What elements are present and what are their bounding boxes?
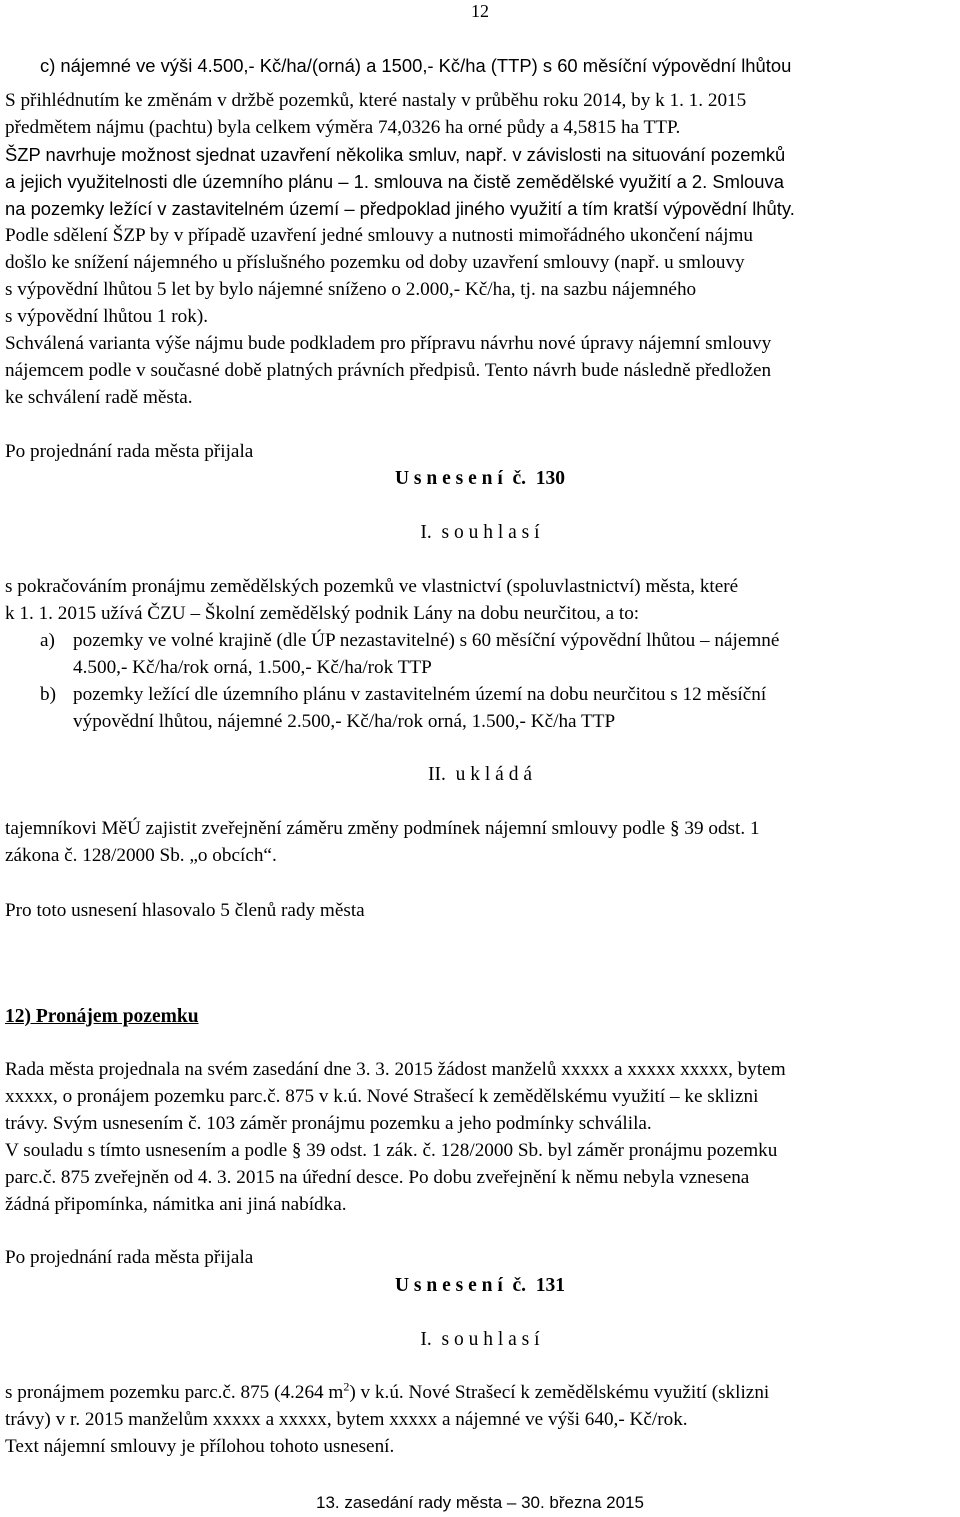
resolution-line: trávy) v r. 2015 manželům xxxxx a xxxxx, bytem xxxxx a nájemné ve výši 640,- Kč/rok. (5, 1409, 688, 1430)
list-line: pozemky ve volné krajině (dle ÚP nezastavitelné) s 60 měsíční výpovědní lhůtou – nájemné (73, 630, 780, 651)
list-item-b (5, 681, 950, 735)
intro-c-line: c) nájemné ve výši 4.500,- Kč/ha/(orná) a 1500,- Kč/ha (TTP) s 60 měsíční výpovědní lhůtou (40, 55, 792, 76)
resolution-line: k 1. 1. 2015 užívá ČZU – Školní zemědělský podnik Lány na dobu neurčitou, a to: (5, 603, 640, 624)
list-item-a (5, 627, 950, 681)
text-run: ) v k.ú. Nové Strašecí k zemědělskému využití (sklizni (349, 1382, 770, 1403)
list-label: b) (40, 684, 56, 705)
intro-line: na pozemky ležící v zastavitelném území – předpoklad jiného využití a tím kratší výpovědní lhůty. (5, 198, 795, 219)
list-line: výpovědní lhůtou, nájemné 2.500,- Kč/ha/rok orná, 1.500,- Kč/ha TTP (73, 711, 616, 732)
resolution-131-text (5, 1379, 950, 1460)
page-number: 12 (471, 1, 489, 21)
item-12-body (5, 1056, 950, 1218)
item-line: Rada města projednala na svém zasedání dne 3. 3. 2015 žádost manželů xxxxx a xxxxx xxxxx, bytem (5, 1059, 786, 1080)
list-label: a) (40, 630, 55, 651)
intro-line: ke schválení radě města. (5, 387, 193, 408)
intro-line: ŠZP navrhuje možnost sjednat uzavření několika smluv, např. v závislosti na situování pozemků (5, 144, 786, 165)
intro-line: předmětem nájmu (pachtu) byla celkem výměra 74,0326 ha orné půdy a 4,5815 ha TTP. (5, 117, 681, 138)
resolution-line: s pokračováním pronájmu zemědělských pozemků ve vlastnictví (spoluvlastnictví) města, které (5, 576, 739, 597)
item-line: parc.č. 875 zveřejněn od 4. 3. 2015 na úřední desce. Po dobu zveřejnění k němu nebyla vznesena (5, 1167, 750, 1188)
intro-line: došlo ke snížení nájemného u příslušného pozemku od doby uzavření smlouvy (např. u smlouvy (5, 252, 745, 273)
text-run: s pronájmem pozemku parc.č. 875 (4.264 m (5, 1382, 344, 1403)
intro-line: Podle sdělení ŠZP by v případě uzavření jedné smlouvy a nutnosti mimořádného ukončení nájmu (5, 225, 753, 246)
resolution-130-orders (5, 815, 950, 869)
resolution-line: zákona č. 128/2000 Sb. „o obcích“. (5, 845, 277, 866)
intro-line: nájemcem podle v současné době platných právních předpisů. Tento návrh bude následně předložen (5, 360, 772, 381)
resolution-intro: Po projednání rada města přijala (5, 1247, 254, 1268)
item-line: V souladu s tímto usnesením a podle § 39 odst. 1 zák. č. 128/2000 Sb. byl záměr pronájmu pozemku (5, 1140, 778, 1161)
section-heading-agrees: I. s o u h l a s í (420, 1329, 540, 1350)
intro-line: s výpovědní lhůtou 1 rok). (5, 306, 209, 327)
page-footer: 13. zasedání rady města – 30. března 2015 (316, 1493, 644, 1512)
vote-line: Pro toto usnesení hlasovalo 5 členů rady města (5, 900, 365, 921)
intro-line: Schválená varianta výše nájmu bude podkladem pro přípravu návrhu nové úpravy nájemní smlouvy (5, 333, 772, 354)
item-line: žádná připomínka, námitka ani jiná nabídka. (5, 1194, 347, 1215)
item-heading: 12) Pronájem pozemku (5, 1006, 199, 1027)
resolution-line: Text nájemní smlouvy je přílohou tohoto usnesení. (5, 1436, 395, 1457)
resolution-title-130: U s n e s e n í č. 130 (394, 468, 566, 489)
item-line: trávy. Svým usnesením č. 103 záměr pronájmu pozemku a jeho podmínky schválila. (5, 1113, 652, 1134)
superscript: 2 (343, 1379, 350, 1394)
resolution-intro: Po projednání rada města přijala (5, 441, 254, 462)
intro-line: S přihlédnutím ke změnám v držbě pozemků, které nastaly v průběhu roku 2014, by k 1. 1. 2015 (5, 90, 747, 111)
resolution-title-131: U s n e s e n í č. 131 (394, 1275, 566, 1296)
list-line: 4.500,- Kč/ha/rok orná, 1.500,- Kč/ha/rok TTP (73, 657, 432, 678)
resolution-line (5, 1379, 950, 1406)
intro-line: s výpovědní lhůtou 5 let by bylo nájemné sníženo o 2.000,- Kč/ha, tj. na sazbu nájemného (5, 279, 697, 300)
intro-paragraph-3 (5, 222, 950, 411)
resolution-130-text (5, 573, 950, 735)
intro-paragraph-1 (5, 87, 950, 141)
resolution-line: tajemníkovi MěÚ zajistit zveřejnění záměru změny podmínek nájemní smlouvy podle § 39 odst. 1 (5, 818, 760, 839)
list-line: pozemky ležící dle územního plánu v zastavitelném území na dobu neurčitou s 12 měsíční (73, 684, 767, 705)
intro-paragraph-2 (5, 141, 950, 222)
section-heading-orders: II. u k l á d á (428, 764, 532, 785)
item-line: xxxxx, o pronájem pozemku parc.č. 875 v k.ú. Nové Strašecí k zemědělskému využití – ke sklizni (5, 1086, 759, 1107)
section-heading-agrees: I. s o u h l a s í (420, 522, 540, 543)
intro-line: a jejich využitelnosti dle územního plánu – 1. smlouva na čistě zemědělské využití a 2. Smlouva (5, 171, 784, 192)
